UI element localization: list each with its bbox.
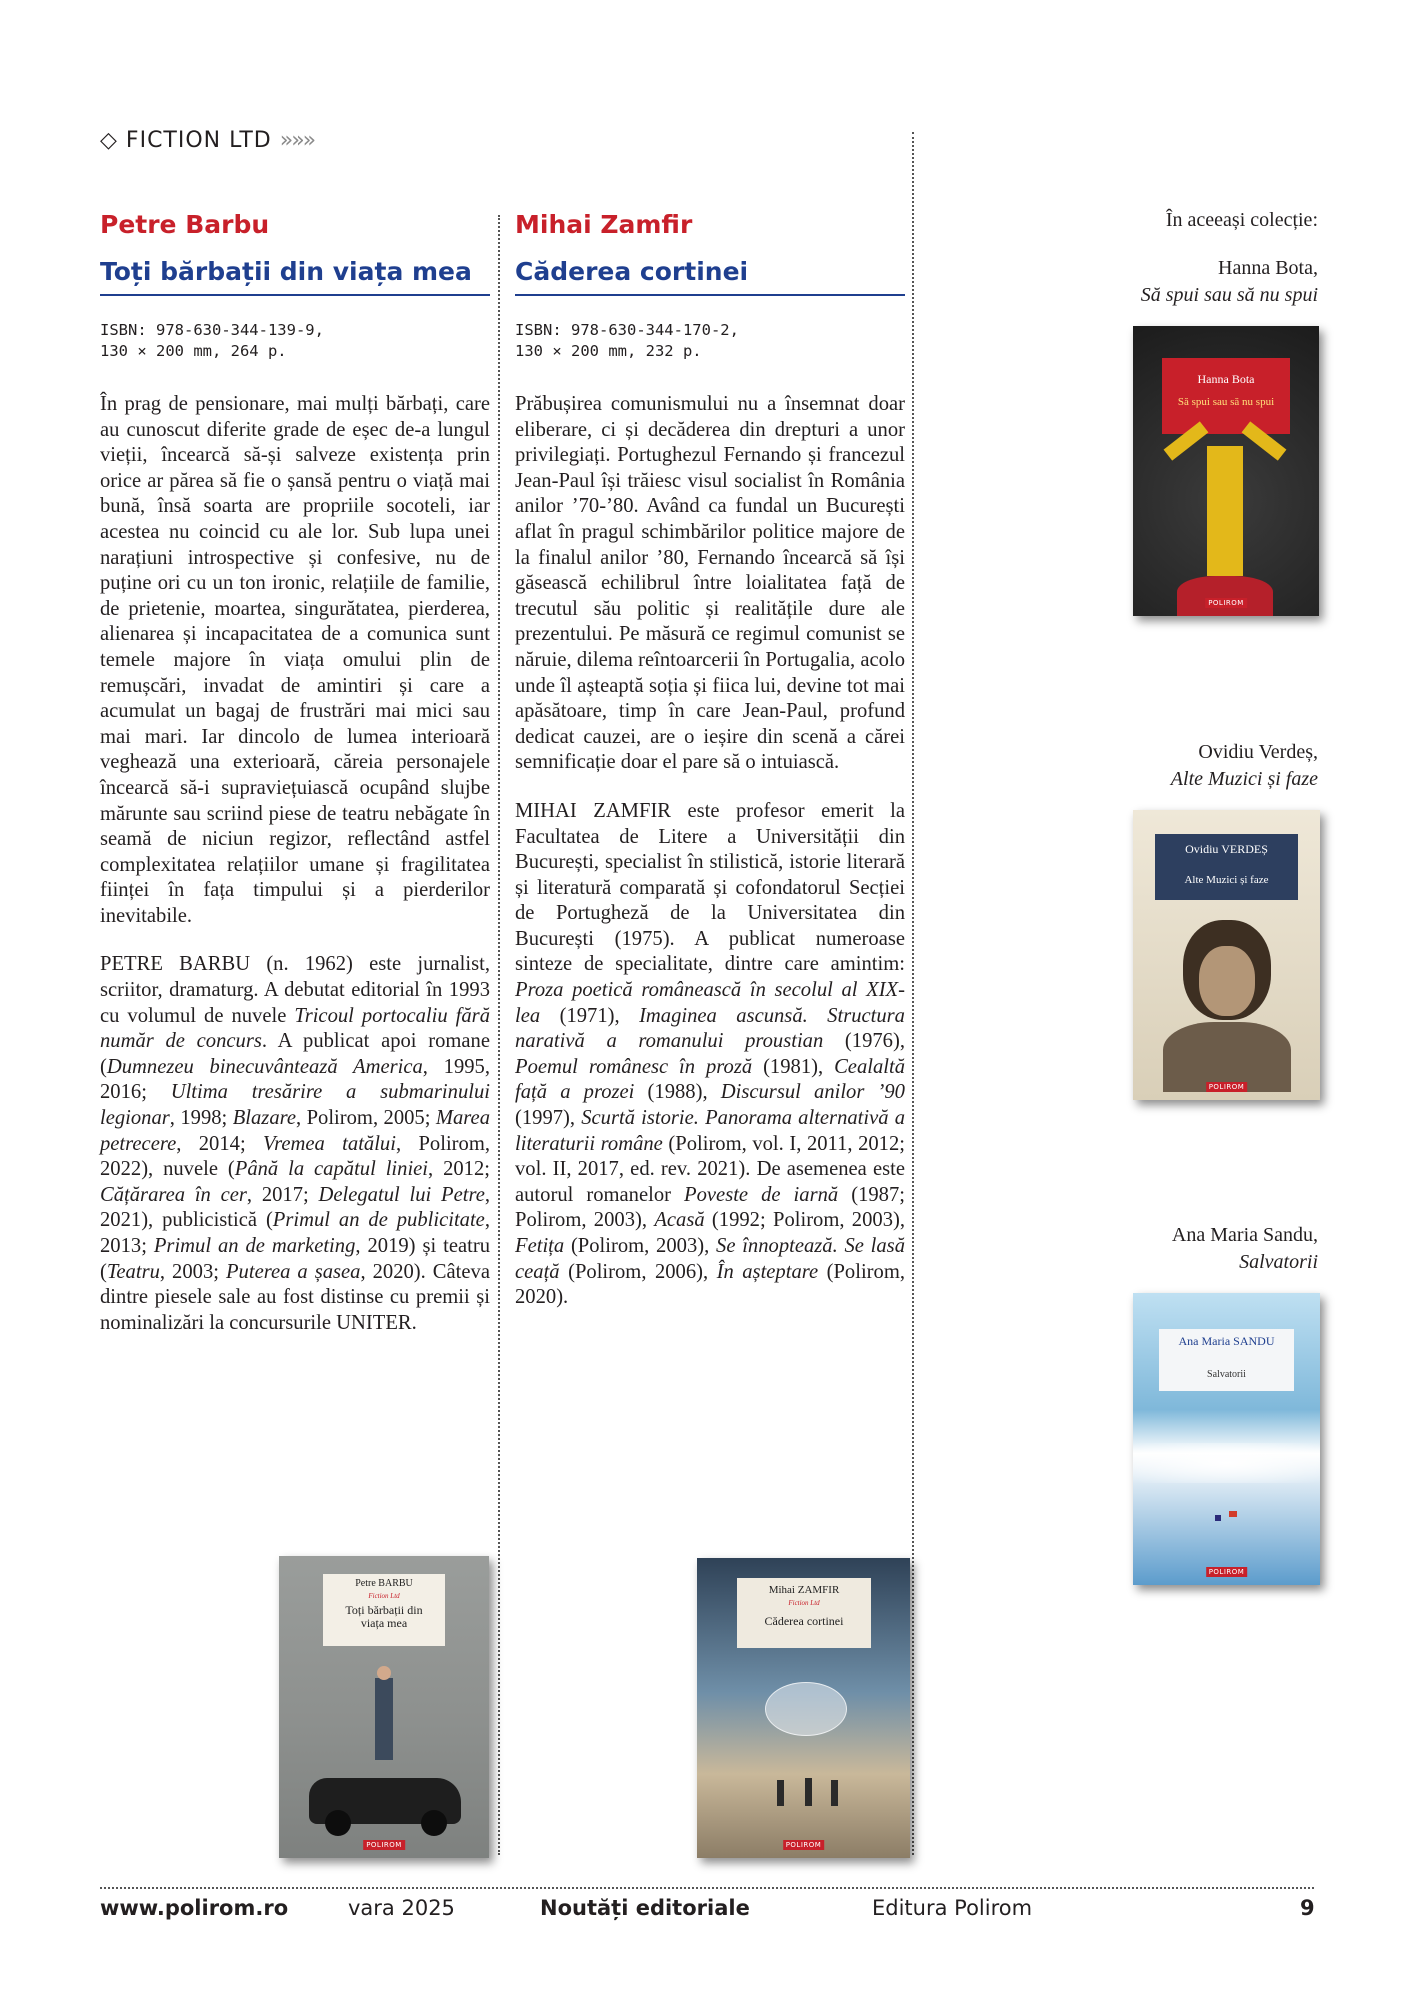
diamond-icon: ◇	[100, 128, 118, 153]
section-header	[100, 128, 314, 153]
book-column-2	[515, 210, 905, 1334]
column-divider	[912, 132, 914, 1855]
book-description: Prăbușirea comunismului nu a însemnat doar eliberare, ci și decăderea din drepturi a unor privilegiați. Portughezul Fernando și francezul Jean-Paul își trăiesc visul socialist în România anilor ’70-’80. Având ca fundal un București aflat în pragul schimbărilor politice majore de la finalul anilor ’80, Fernando încearcă să își găsească echilibrul între loialitatea față de trecutul său politic și realitățile dure ale prezentului. Pe măsură ce regimul comunist se năruie, dilema reîntoarcerii în Portugalia, acolo unde îl așteaptă soția și fiica lui, devine tot mai apăsătoare, timp în care Jean-Paul, profund dedicat cauzei, are o ieșire din scenă a cărei semnificație doar el pare să o intuiască. MIHAI ZAMFIR este profesor emerit la Facultatea de Litere a Universității din București, specialist în stilistică, istorie literară și literatură comparată și cofondatorul Secției de Portugheză de la Universitatea din București (1975). A publicat numeroase sinteze de specialitate, dintre care amintim: Proza poetică românească în secolul al XIX-lea (1971), Imaginea ascunsă. Structura narativă a romanului proustian (1976), Poemul românesc în proză (1981), Cealaltă față a prozei (1988), Discursul anilor ’90 (1997), Scurtă istorie. Panorama alternativă a literaturii române (Polirom, vol. I, 2011, 2012; vol. II, 2017, ed. rev. 2021). De asemenea este autorul romanelor Poveste de iarnă (1987; Polirom, 2003), Acasă (1992; Polirom, 2003), Fetița (Polirom, 2003), Se înnoptează. Se lasă ceață (Polirom, 2006), În așteptare (Polirom, 2020).	[515, 393, 906, 1309]
book-description: În prag de pensionare, mai mulți bărbați, care au cunoscut diferite grade de eșec de-a lungul vieții, încearcă să-și salveze existența prin orice ar părea să fie o șansă pentru o viață mai bună, însă soarta are propriile socoteli, iar acestea nu coincid cu ale lor. Sub lupa unei narațiuni introspective și confesive, nu de puține ori cu un ton ironic, relațiile de familie, de prietenie, moartea, singurătatea, pierderea, alienarea și incapacitatea de a comunica sunt temele majore în viața omului plin de remușcări, invadat de amintiri și care a acumulat un bagaj de frustrări mai mici sau mai mari. Iar dincolo de lumea interioară veghează una exterioară, căreia personajele încearcă să-i supraviețuiască ocupând slujbe mărunte sau scriind piese de teatru nebăgate în seamă de niciun regizor, reflectând astfel complexitatea relațiilor umane și fragilitatea ființei în fața timpului și a pierderilor inevitabile. PETRE BARBU (n. 1962) este jurnalist, scriitor, dramaturg. A debutat editorial în 1993 cu volumul de nuvele Tricoul portocaliu fără număr de concurs. A publicat apoi romane (Dumnezeu binecuvântează America, 1995, 2016; Ultima tresărire a submarinului legionar, 1998; Blazare, Polirom, 2005; Marea petrecere, 2014; Vremea tatălui, Polirom, 2022), nuvele (Până la capătul liniei, 2012; Cățărarea în cer, 2017; Delegatul lui Petre, 2021), publicistică (Primul an de publicitate, 2013; Primul an de marketing, 2019) și teatru (Teatru, 2003; Puterea a șasea, 2020). Câteva dintre piesele sale au fost distinse cu premii și nominalizări la concursurile UNITER.	[100, 393, 490, 1334]
book-author: Mihai Zamfir	[515, 210, 693, 239]
footer-heading: Noutăți editoriale	[540, 1896, 750, 1920]
section-label: FICTION LTD	[125, 128, 272, 153]
book-cover-mihai-zamfir: Mihai ZAMFIR Fiction Ltd Căderea cortinei POLIROM	[697, 1558, 910, 1858]
book-isbn: ISBN: 978-630-344-139-9, 130 × 200 mm, 264 p.	[100, 321, 324, 360]
chevrons-icon: »»»	[279, 128, 315, 153]
collection-heading: În aceeași colecție:	[1165, 209, 1318, 231]
book-cover-ovidiu-verdes: Ovidiu VERDEȘ Alte Muzici și faze POLIROM	[1133, 810, 1320, 1100]
book-isbn: ISBN: 978-630-344-170-2, 130 × 200 mm, 232 p.	[515, 321, 739, 360]
footer-website[interactable]: www.polirom.ro	[100, 1896, 289, 1920]
footer-season: vara 2025	[348, 1896, 455, 1920]
book-title: Căderea cortinei	[515, 257, 905, 296]
footer-divider	[100, 1887, 1314, 1889]
book-title: Toți bărbații din viața mea	[100, 257, 490, 296]
book-column-1	[100, 210, 490, 1359]
book-cover-petre-barbu: Petre BARBU Fiction Ltd Toți bărbații din viața mea POLIROM	[279, 1556, 489, 1858]
collection-item-3: Ana Maria Sandu, Salvatorii	[1171, 1224, 1318, 1273]
book-cover-hanna-bota: Hanna Bota Să spui sau să nu spui POLIROM	[1133, 326, 1319, 616]
footer-publisher: Editura Polirom	[872, 1896, 1033, 1920]
collection-item-1: Hanna Bota, Să spui sau să nu spui	[1140, 257, 1318, 306]
page-number: 9	[1300, 1896, 1315, 1920]
collection-item-2: Ovidiu Verdeș, Alte Muzici și faze	[1170, 741, 1318, 790]
column-divider	[498, 215, 500, 1855]
book-author: Petre Barbu	[100, 210, 270, 239]
book-cover-ana-maria-sandu: Ana Maria SANDU Salvatorii POLIROM	[1133, 1293, 1320, 1585]
